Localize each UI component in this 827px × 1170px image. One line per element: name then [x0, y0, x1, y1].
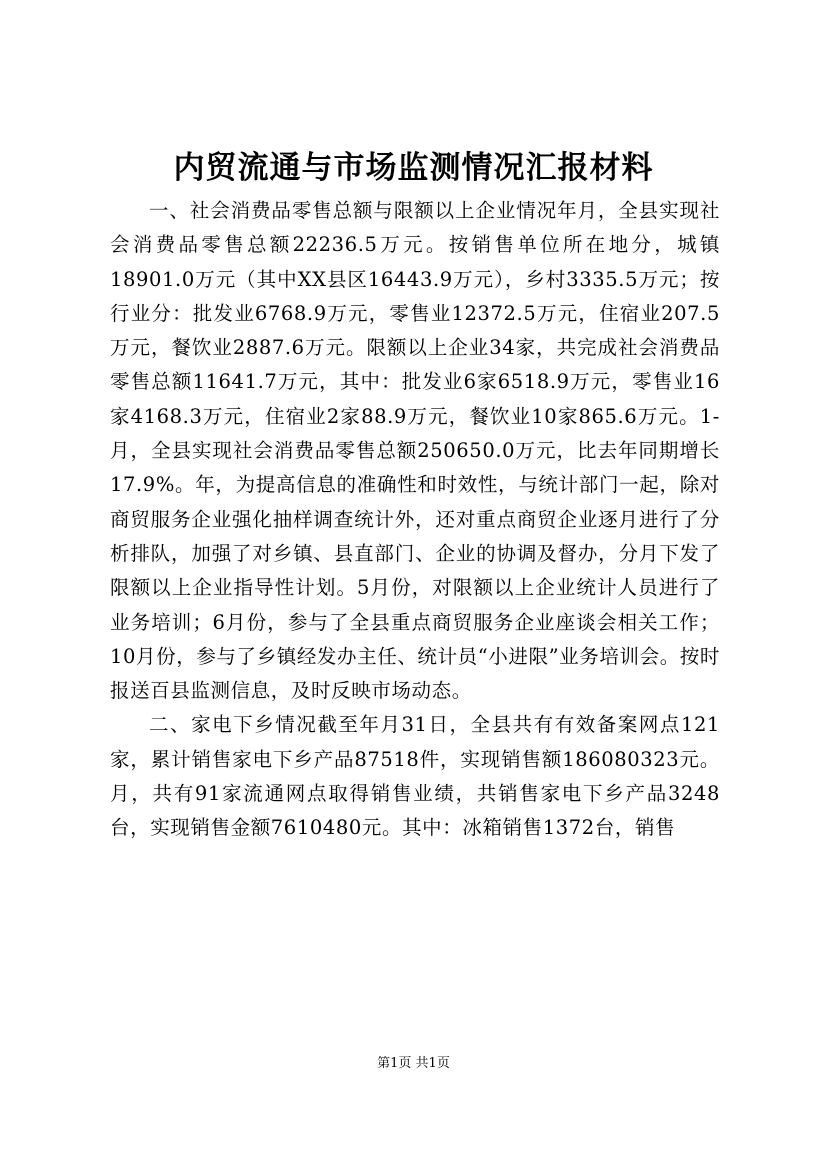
paragraph-2: 二、家电下乡情况截至年月31日，全县共有有效备案网点121家，累计销售家电下乡产品87518件，实现销售额186080323元。月，共有91家流通网点取得销售业绩，共销售家电下乡产品3248台，实现销售金额7610480元。其中：冰箱销售1372台，销售: [110, 713, 720, 840]
document-title: 内贸流通与市场监测情况汇报材料: [173, 150, 654, 186]
paragraph-1: 一、社会消费品零售总额与限额以上企业情况年月，全县实现社会消费品零售总额22236.5万元。按销售单位所在地分，城镇18901.0万元（其中XX县区16443.9万元），乡村3335.5万元；按行业分：批发业6768.9万元，零售业12372.5万元，住宿业207.5万元，餐饮业2887.6万元。限额以上企业34家，共完成社会消费品零售总额11641.7万元，其中：批发业6家6518.9万元，零售业16家4168.3万元，住宿业2家88.9万元，餐饮业10家865.6万元。1-月，全县实现社会消费品零售总额250650.0万元，比去年同期增长17.9%。年，为提高信息的准确性和时效性，与统计部门一起，除对商贸服务企业强化抽样调查统计外，还对重点商贸企业逐月进行了分析排队，加强了对乡镇、县直部门、企业的协调及督办，分月下发了限额以上企业指导性计划。5月份，对限额以上企业统计人员进行了业务培训；6月份，参与了全县重点商贸服务企业座谈会相关工作；10月份，参与了乡镇经发办主任、统计员“小进限”业务培训会。按时报送百县监测信息，及时反映市场动态。: [110, 199, 720, 703]
document-body: [110, 194, 720, 846]
page-number-footer: 第1页 共1页: [377, 1056, 450, 1071]
